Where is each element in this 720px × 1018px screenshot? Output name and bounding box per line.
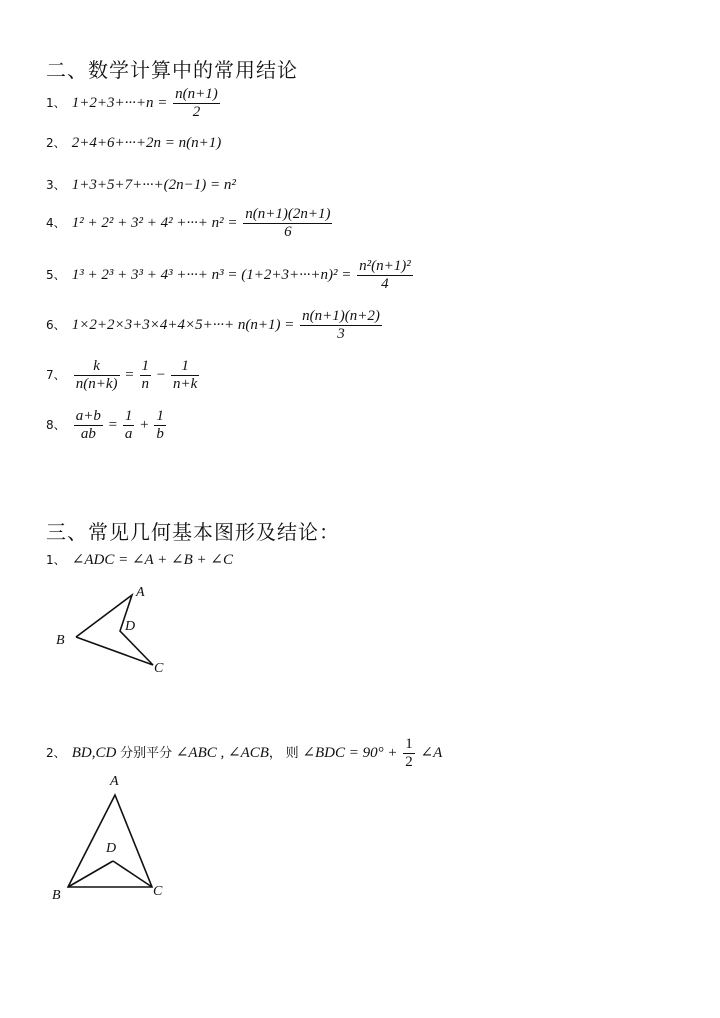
label-a: A xyxy=(136,585,145,600)
label-d: D xyxy=(106,841,117,856)
denominator: b xyxy=(156,426,164,442)
formula-lhs: 1² + 2² + 3² + 4² +···+ n² = xyxy=(71,214,238,231)
denominator: n xyxy=(141,376,149,392)
comma: ， xyxy=(268,745,282,761)
fraction xyxy=(173,86,220,121)
numerator: 1 xyxy=(141,358,149,374)
numerator: 1 xyxy=(405,736,413,752)
formula-6 xyxy=(46,308,384,343)
numerator: 1 xyxy=(124,408,133,424)
item-number: 2、 xyxy=(46,136,66,150)
bisector-segments: BD,CD xyxy=(71,744,117,761)
item-number: 3、 xyxy=(46,178,66,192)
denominator: ab xyxy=(80,426,96,442)
item-number: 1、 xyxy=(46,95,66,110)
concave-quadrilateral-figure xyxy=(40,578,190,678)
triangle-bisector-figure xyxy=(40,770,190,910)
formula-1 xyxy=(46,86,222,121)
geometry-1-statement xyxy=(46,550,233,569)
denominator: a xyxy=(124,426,133,442)
item-number: 5、 xyxy=(46,267,66,282)
denominator: 2 xyxy=(192,104,201,120)
denominator: 4 xyxy=(381,276,389,292)
bisected-angles: ∠ABC , ∠ACB xyxy=(175,744,269,761)
item-number: 8、 xyxy=(46,417,66,432)
bisect-text: 分别平分 xyxy=(120,745,173,761)
item-number: 4、 xyxy=(46,215,66,230)
numerator: n(n+1)(2n+1) xyxy=(245,206,331,222)
denominator: 6 xyxy=(284,224,292,240)
then-text: 则 xyxy=(285,745,299,761)
fraction-3 xyxy=(171,358,199,393)
operator: − xyxy=(156,366,166,383)
formula-5 xyxy=(46,258,415,293)
section-2-heading: 二、数学计算中的常用结论 xyxy=(46,58,298,82)
formula-2 xyxy=(46,134,221,152)
denominator: 3 xyxy=(337,326,345,342)
numerator: 1 xyxy=(156,408,164,424)
numerator: 1 xyxy=(171,358,199,376)
numerator: k xyxy=(74,358,120,376)
formula-8 xyxy=(46,408,168,443)
fraction xyxy=(300,308,382,343)
item-number: 1、 xyxy=(46,553,66,567)
item-number: 2、 xyxy=(46,745,66,760)
formula-7 xyxy=(46,358,201,393)
operator: + xyxy=(140,416,149,433)
fraction xyxy=(357,258,413,293)
formula-lhs: 1³ + 2³ + 3³ + 4³ +···+ n³ = (1+2+3+···+n)² = xyxy=(71,266,352,283)
formula-lhs: 1+2+3+···+n = xyxy=(71,94,168,111)
numerator: n(n+1)(n+2) xyxy=(302,308,380,324)
geometry-2-statement xyxy=(46,736,442,771)
figure-outline xyxy=(76,595,153,665)
equals-sign: = xyxy=(125,366,134,383)
result-rhs: ∠A xyxy=(420,744,443,761)
label-d: D xyxy=(125,619,136,634)
fraction-half xyxy=(403,736,415,771)
denominator: 2 xyxy=(405,754,413,770)
fraction-1 xyxy=(74,358,120,393)
numerator: a+b xyxy=(75,408,101,424)
section-3-heading: 三、常见几何基本图形及结论： xyxy=(46,520,340,544)
formula-4 xyxy=(46,206,334,241)
fraction-1 xyxy=(74,408,103,443)
formula-lhs: 1×2+2×3+3×4+4×5+···+ n(n+1) = xyxy=(71,316,295,333)
item-number: 7、 xyxy=(46,367,66,382)
denominator: n+k xyxy=(172,376,198,392)
numerator: n(n+1) xyxy=(175,86,218,102)
result-lhs: ∠BDC = 90° + xyxy=(302,744,398,761)
label-c: C xyxy=(153,884,163,899)
numerator: n²(n+1)² xyxy=(359,258,411,274)
formula-text: 1+3+5+7+···+(2n−1) = n² xyxy=(71,177,236,193)
fraction-2 xyxy=(123,408,135,443)
formula-3 xyxy=(46,176,236,194)
label-c: C xyxy=(154,661,164,676)
item-number: 6、 xyxy=(46,317,66,332)
label-a: A xyxy=(110,774,119,789)
fraction-3 xyxy=(154,408,166,443)
fraction xyxy=(243,206,332,241)
equals-sign: = xyxy=(108,416,118,433)
label-b: B xyxy=(52,888,61,903)
label-b: B xyxy=(56,633,65,648)
formula-text: ∠ADC = ∠A + ∠B + ∠C xyxy=(71,552,233,568)
denominator: n(n+k) xyxy=(75,376,118,392)
formula-text: 2+4+6+···+2n = n(n+1) xyxy=(71,135,222,151)
fraction-2 xyxy=(140,358,152,393)
